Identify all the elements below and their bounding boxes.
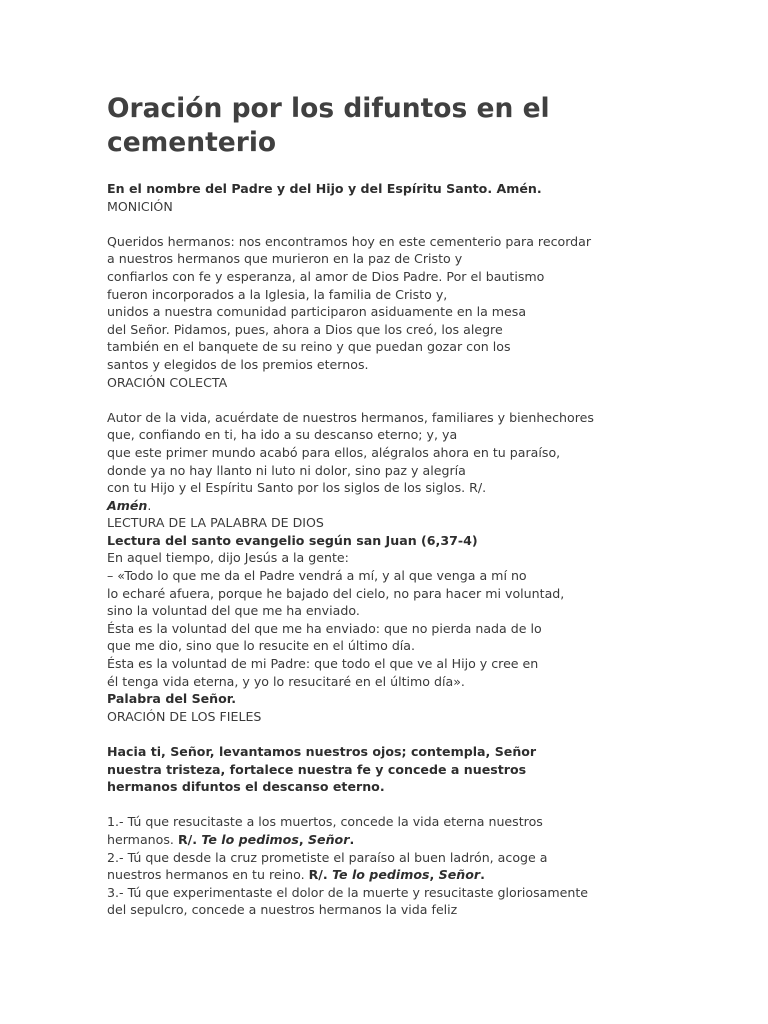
response-end: . [349,831,355,847]
title-line: Oración por los difuntos en el [107,93,550,124]
petition-1-line-2 [107,831,728,849]
text-line: del Señor. Pidamos, pues, ahora a Dios que los creó, los alegre [107,321,503,337]
text-line: Autor de la vida, acuérdate de nuestros hermanos, familiares y bienhechores [107,409,594,425]
text-line: Ésta es la voluntad del que me ha enviado: que no pierda nada de lo [107,620,542,636]
invocation: En el nombre del Padre y del Hijo y del Espíritu Santo. Amén. [107,181,542,196]
text-line: confiarlos con fe y esperanza, al amor de Dios Padre. Por el bautismo [107,268,545,284]
petition-text: hermanos. [107,831,178,847]
text-line: a nuestros hermanos que murieron en la paz de Cristo y [107,251,463,267]
text-line: santos y elegidos de los premios eternos. [107,356,369,372]
monicion-paragraph [107,233,728,374]
text-line: nuestra tristeza, fortalece nuestra fe y concede a nuestros [107,761,527,777]
amen-line [107,497,728,515]
text-line: que, confiando en ti, ha ido a su descanso eterno; y, ya [107,427,458,443]
section-heading-lectura: LECTURA DE LA PALABRA DE DIOS [107,515,324,531]
response-text: Te lo pedimos [201,831,299,847]
lectura-paragraph [107,549,728,690]
text-line: sino la voluntad del que me ha enviado. [107,603,360,619]
text-line: unidos a nuestra comunidad participaron asiduamente en la mesa [107,304,527,320]
text-line: Ésta es la voluntad de mi Padre: que todo el que ve al Hijo y cree en [107,656,539,672]
text-line: fueron incorporados a la Iglesia, la familia de Cristo y, [107,286,448,302]
text-line: él tenga vida eterna, y yo lo resucitaré en el último día». [107,673,465,689]
section-heading-colecta: ORACIÓN COLECTA [107,374,228,390]
text-line: Queridos hermanos: nos encontramos hoy en este cementerio para recordar [107,233,592,249]
text-line: hermanos difuntos el descanso eterno. [107,779,385,795]
petition-1-line-1: 1.- Tú que resucitaste a los muertos, concede la vida eterna nuestros [107,814,543,830]
petition-3-line-2: del sepulcro, concede a nuestros hermanos la vida feliz [107,902,458,918]
petition-3-line-1: 3.- Tú que experimentaste el dolor de la muerte y resucitaste gloriosamente [107,884,589,900]
amen-text: Amén [107,497,148,513]
text-line: En aquel tiempo, dijo Jesús a la gente: [107,550,349,566]
text-line: con tu Hijo y el Espíritu Santo por los siglos de los siglos. R/. [107,480,487,496]
text-line: donde ya no hay llanto ni luto ni dolor, sino paz y alegría [107,462,466,478]
text-line: lo echaré afuera, porque he bajado del cielo, no para hacer mi voluntad, [107,585,565,601]
palabra-del-senor: Palabra del Señor. [107,691,236,707]
text-line: también en el banquete de su reino y que puedan gozar con los [107,339,511,355]
response-comma: , [429,867,439,883]
amen-dot: . [147,497,152,513]
response-senor: Señor [307,831,350,847]
response-marker: R/. [177,831,202,847]
text-line: que me dio, sino que lo resucite en el último día. [107,638,416,654]
text-line: – «Todo lo que me da el Padre vendrá a mí, y al que venga a mí no [107,568,527,584]
petition-text: nuestros hermanos en tu reino. [107,867,309,883]
petition-2-line-2 [107,866,728,884]
page-title [107,92,728,160]
petitions-list [107,813,728,919]
fieles-intro [107,743,728,796]
response-end: . [480,867,485,883]
title-line: cementerio [107,127,277,158]
text-line: Hacia ti, Señor, levantamos nuestros ojos; contempla, Señor [107,744,537,759]
lectura-title: Lectura del santo evangelio según san Juan (6,37-4) [107,532,478,548]
response-text: Te lo pedimos [332,867,430,883]
section-heading-fieles: ORACIÓN DE LOS FIELES [107,708,262,724]
response-marker: R/. [308,867,333,883]
text-line: que este primer mundo acabó para ellos, alégralos ahora en tu paraíso, [107,444,561,460]
response-comma: , [298,831,308,847]
response-senor: Señor [438,867,481,883]
colecta-paragraph [107,409,728,515]
petition-2-line-1: 2.- Tú que desde la cruz prometiste el paraíso al buen ladrón, acoge a [107,849,548,865]
section-heading-monicion: MONICIÓN [107,198,173,214]
